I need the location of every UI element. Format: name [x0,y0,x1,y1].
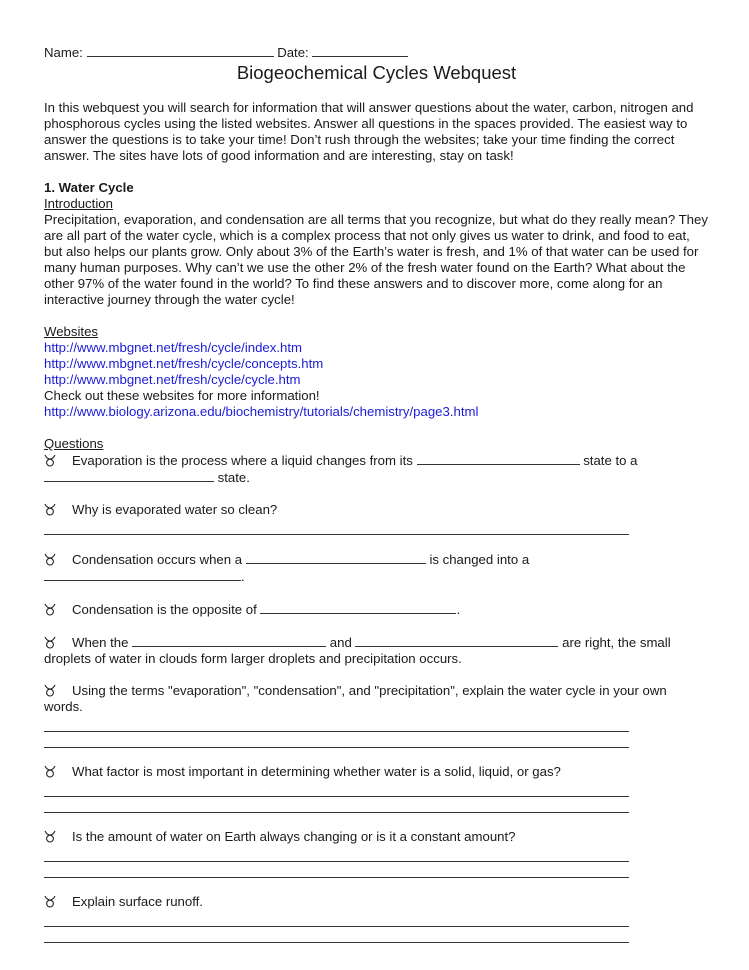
answer-line[interactable] [44,846,629,862]
name-date-line [44,44,709,61]
answer-blank[interactable] [260,601,456,614]
answer-blank[interactable] [44,568,241,581]
taurus-bullet-icon [44,635,72,651]
question-2 [44,502,709,535]
answer-line[interactable] [44,519,629,535]
website-link-cycle[interactable]: http://www.mbgnet.net/fresh/cycle/cycle.htm [44,372,301,387]
question-text: are right, the small droplets of water in clouds form larger droplets and precipitation occurs. [44,635,671,666]
question-text: Is the amount of water on Earth always changing or is it a constant amount? [72,829,516,844]
introduction-text: Precipitation, evaporation, and condensation are all terms that you recognize, but what do they really mean? They are all part of the water cycle, which is a complex process that not only gives us water to drink, and food to eat, but also helps our plants grow. Only about 3% of the Earth’s water is fresh, and 1% of that water can be used for many human purposes. Why can’t we use the other 2% of the fresh water found on the Earth? What about the other 97% of the water found in the world? To find these answers and to discover more, come along for an interactive journey through the water cycle! [44,212,708,307]
question-text: Using the terms "evaporation", "condensation", and "precipitation", explain the water cycle in your own words. [44,683,667,714]
question-3 [44,551,709,585]
check-out-text: Check out these websites for more information! [44,388,320,403]
taurus-bullet-icon [44,453,72,469]
question-6 [44,683,709,748]
answer-blank[interactable] [132,634,326,647]
question-text: . [456,602,461,617]
name-label: Name: [44,45,83,60]
website-link-index[interactable]: http://www.mbgnet.net/fresh/cycle/index.htm [44,340,303,355]
question-5 [44,634,709,667]
answer-blank[interactable] [355,634,558,647]
question-text: Condensation is the opposite of [72,602,257,617]
question-text: state to a [583,453,638,468]
taurus-bullet-icon [44,552,72,568]
question-8 [44,829,709,878]
taurus-bullet-icon [44,829,72,845]
question-text: . [241,569,245,584]
answer-blank[interactable] [44,469,214,482]
answer-blank[interactable] [246,551,426,564]
worksheet-page [44,44,709,943]
answer-line[interactable] [44,732,629,748]
question-4 [44,601,709,618]
question-1 [44,452,709,486]
question-text: What factor is most important in determining whether water is a solid, liquid, or gas? [72,764,561,779]
question-7 [44,764,709,813]
websites-heading: Websites [44,324,98,339]
taurus-bullet-icon [44,502,72,518]
date-label: Date: [277,45,309,60]
taurus-bullet-icon [44,894,72,910]
questions-heading: Questions [44,436,104,451]
taurus-bullet-icon [44,602,72,618]
question-text: When the [72,635,129,650]
date-field[interactable] [312,44,408,57]
website-link-concepts[interactable]: http://www.mbgnet.net/fresh/cycle/concepts.htm [44,356,324,371]
page-title: Biogeochemical Cycles Webquest [236,62,517,83]
answer-line[interactable] [44,862,629,878]
taurus-bullet-icon [44,764,72,780]
answer-line[interactable] [44,797,629,813]
introduction-heading: Introduction [44,196,113,211]
answer-line[interactable] [44,911,629,927]
question-text: Why is evaporated water so clean? [72,502,278,517]
question-9 [44,894,709,943]
question-text: is changed into a [429,552,530,567]
question-text: Evaporation is the process where a liquid changes from its [72,453,413,468]
questions-block [44,436,709,943]
question-text: and [329,635,352,650]
websites-block [44,324,709,420]
intro-paragraph: In this webquest you will search for information that will answer questions about the water, carbon, nitrogen and phosphorous cycles using the listed websites. Answer all questions in the spaces provided. The easiest way to answer the questions is to take your time! Don’t rush through the websites; take your time finding the correct answer. The sites have lots of good information and are interesting, stay on task! [44,100,694,163]
answer-line[interactable] [44,927,629,943]
answer-blank[interactable] [417,452,580,465]
website-link-arizona[interactable]: http://www.biology.arizona.edu/biochemistry/tutorials/chemistry/page3.html [44,404,479,419]
question-text: state. [217,470,250,485]
section-title: 1. Water Cycle [44,180,134,195]
answer-line[interactable] [44,716,629,732]
question-text: Explain surface runoff. [72,894,203,909]
name-field[interactable] [87,44,274,57]
answer-line[interactable] [44,781,629,797]
taurus-bullet-icon [44,683,72,699]
question-text: Condensation occurs when a [72,552,243,567]
